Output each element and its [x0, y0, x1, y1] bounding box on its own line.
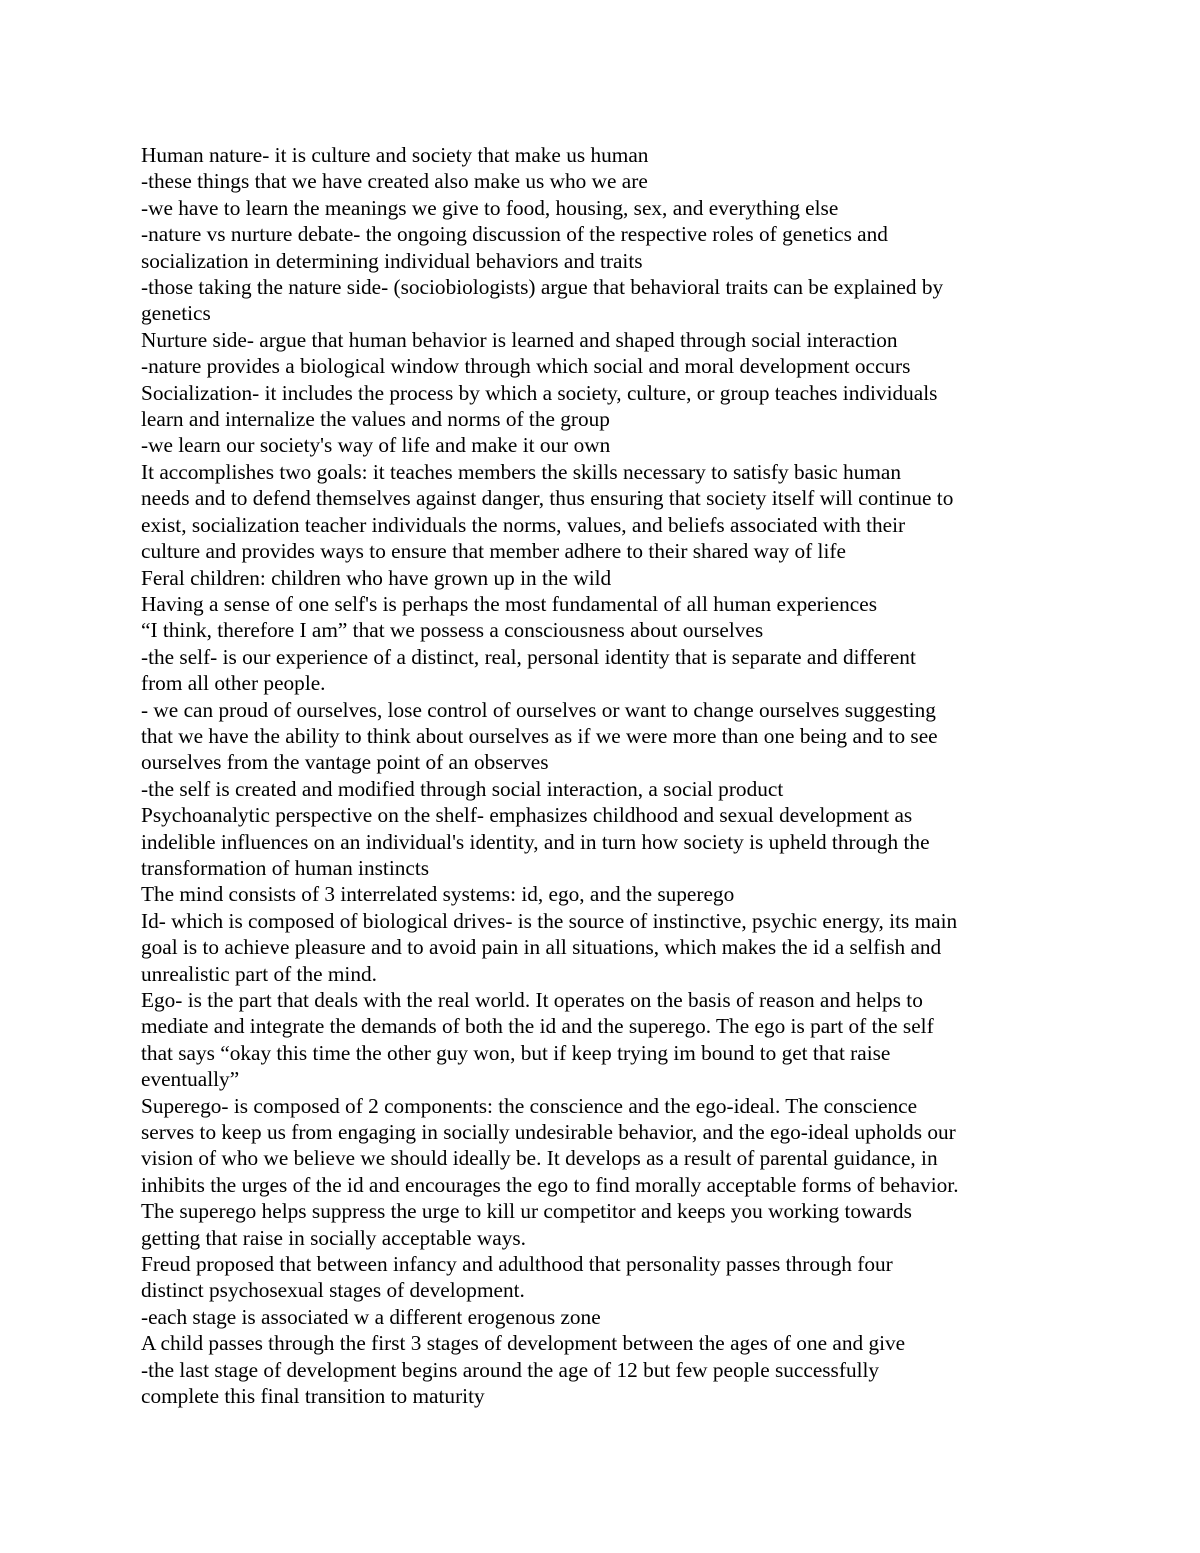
text-line: Having a sense of one self's is perhaps the most fundamental of all human experiences	[141, 591, 877, 616]
text-line: unrealistic part of the mind.	[141, 961, 377, 986]
text-line: culture and provides ways to ensure that member adhere to their shared way of life	[141, 539, 846, 564]
text-line: getting that raise in socially acceptable ways.	[141, 1225, 526, 1250]
text-line: goal is to achieve pleasure and to avoid pain in all situations, which makes the id a selfish and	[141, 935, 942, 960]
text-line: that we have the ability to think about ourselves as if we were more than one being and to see	[141, 723, 938, 748]
text-line: complete this final transition to maturity	[141, 1384, 485, 1409]
text-line: exist, socialization teacher individuals the norms, values, and beliefs associated with their	[141, 512, 906, 537]
text-line: -the self is created and modified through social interaction, a social product	[141, 776, 784, 801]
text-line: -nature vs nurture debate- the ongoing discussion of the respective roles of genetics and	[141, 222, 888, 247]
text-line: needs and to defend themselves against danger, thus ensuring that society itself will continue to	[141, 486, 954, 511]
text-line: -those taking the nature side- (sociobiologists) argue that behavioral traits can be explained by	[141, 275, 944, 300]
text-line: from all other people.	[141, 671, 326, 696]
text-line: -nature provides a biological window through which social and moral development occurs	[141, 354, 911, 379]
text-line: serves to keep us from engaging in socially undesirable behavior, and the ego-ideal upholds our	[141, 1120, 956, 1145]
text-line: - we can proud of ourselves, lose control of ourselves or want to change ourselves suggesting	[141, 697, 936, 722]
text-line: eventually”	[141, 1067, 240, 1092]
text-line: that says “okay this time the other guy won, but if keep trying im bound to get that raise	[141, 1040, 891, 1065]
text-line: Human nature- it is culture and society that make us human	[141, 143, 649, 167]
text-line: Socialization- it includes the process by which a society, culture, or group teaches individuals	[141, 380, 938, 405]
text-line: Psychoanalytic perspective on the shelf- emphasizes childhood and sexual development as	[141, 803, 913, 828]
text-line: -we have to learn the meanings we give to food, housing, sex, and everything else	[141, 195, 839, 220]
text-line: vision of who we believe we should ideally be. It develops as a result of parental guidance, in	[141, 1146, 938, 1171]
document-body	[141, 142, 1061, 1410]
text-line: Ego- is the part that deals with the real world. It operates on the basis of reason and helps to	[141, 988, 923, 1012]
text-line: The superego helps suppress the urge to kill ur competitor and keeps you working towards	[141, 1199, 912, 1224]
text-line: -each stage is associated w a different erogenous zone	[141, 1304, 601, 1329]
text-line: “I think, therefore I am” that we possess a consciousness about ourselves	[141, 618, 764, 643]
text-line: -we learn our society's way of life and make it our own	[141, 433, 611, 458]
text-line: A child passes through the first 3 stages of development between the ages of one and give	[141, 1331, 906, 1356]
text-line: -the last stage of development begins around the age of 12 but few people successfully	[141, 1357, 880, 1382]
text-line: mediate and integrate the demands of both the id and the superego. The ego is part of the self	[141, 1014, 934, 1039]
text-line: distinct psychosexual stages of development.	[141, 1278, 525, 1303]
text-line: transformation of human instincts	[141, 855, 430, 880]
text-line: Id- which is composed of biological drives- is the source of instinctive, psychic energy, its main	[141, 908, 958, 933]
text-line: ourselves from the vantage point of an observes	[141, 750, 549, 775]
text-line: learn and internalize the values and norms of the group	[141, 407, 610, 432]
text-line: genetics	[141, 301, 211, 326]
text-line: socialization in determining individual behaviors and traits	[141, 248, 643, 273]
text-line: Freud proposed that between infancy and adulthood that personality passes through four	[141, 1252, 893, 1277]
text-line: Nurture side- argue that human behavior is learned and shaped through social interaction	[141, 327, 898, 352]
text-line: -the self- is our experience of a distinct, real, personal identity that is separate and different	[141, 644, 916, 669]
text-line: -these things that we have created also make us who we are	[141, 169, 648, 194]
text-line: indelible influences on an individual's identity, and in turn how society is upheld through the	[141, 829, 930, 854]
text-line: Superego- is composed of 2 components: the conscience and the ego-ideal. The conscience	[141, 1093, 918, 1118]
text-line: The mind consists of 3 interrelated systems: id, ego, and the superego	[141, 882, 735, 907]
text-line: inhibits the urges of the id and encourages the ego to find morally acceptable forms of behavior.	[141, 1172, 959, 1197]
text-line: Feral children: children who have grown up in the wild	[141, 565, 612, 590]
text-line: It accomplishes two goals: it teaches members the skills necessary to satisfy basic human	[141, 459, 901, 484]
